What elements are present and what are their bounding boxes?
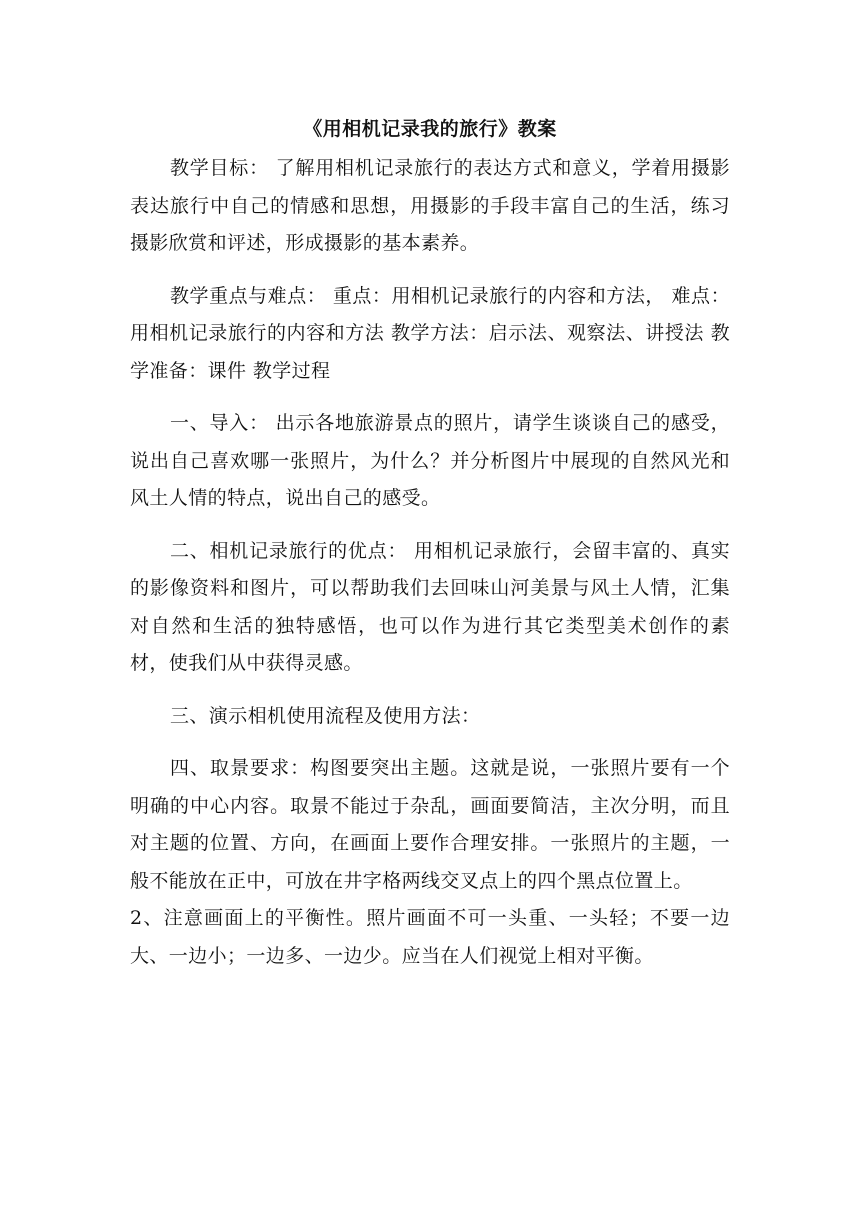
paragraph-camera-advantages: 二、相机记录旅行的优点： 用相机记录旅行，会留丰富的、真实的影像资料和图片，可以帮助我们去回味山河美景与风土人情，汇集对自然和生活的独特感悟，也可以作为进行其它类型美术创作的素材，使我们从中获得灵感。	[130, 539, 730, 674]
paragraph-introduction: 一、导入： 出示各地旅游景点的照片，请学生谈谈自己的感受，说出自己喜欢哪一张照片，为什么？并分析图片中展现的自然风光和风土人情的特点，说出自己的感受。	[130, 412, 730, 509]
paragraph-key-points: 教学重点与难点： 重点：用相机记录旅行的内容和方法， 难点：用相机记录旅行的内容和方法 教学方法：启示法、观察法、讲授法 教学准备：课件 教学过程	[130, 284, 730, 382]
paragraph-teaching-goals: 教学目标： 了解用相机记录旅行的表达方式和意义，学着用摄影表达旅行中自己的情感和思想，用摄影的手段丰富自己的生活，练习摄影欣赏和评述，形成摄影的基本素养。	[130, 157, 730, 254]
paragraph-camera-demo: 三、演示相机使用流程及使用方法：	[170, 704, 481, 727]
paragraph-balance-note: 2、注意画面上的平衡性。照片画面不可一头重、一头轻；不要一边大、一边小；一边多、一边少。应当在人们视觉上相对平衡。	[130, 907, 730, 967]
paragraph-framing-requirements: 四、取景要求：构图要突出主题。这就是说，一张照片要有一个明确的中心内容。取景不能过于杂乱，画面要简洁，主次分明，而且对主题的位置、方向，在画面上要作合理安排。一张照片的主题，一般不能放在正中，可放在井字格两线交叉点上的四个黑点位置上。	[130, 757, 730, 892]
document-body	[130, 108, 730, 990]
document-title: 《用相机记录我的旅行》教案	[303, 118, 557, 140]
